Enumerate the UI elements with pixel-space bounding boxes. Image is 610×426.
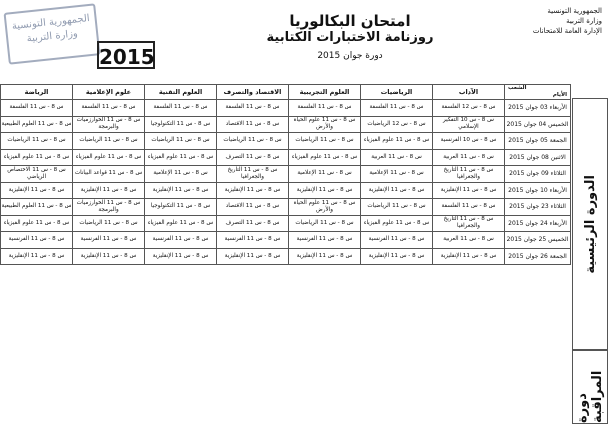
exam-cell: س 8 - س 11 علوم الفيزياء: [1, 149, 73, 166]
exam-cell: س 8 - س 11 الرياضيات: [361, 199, 433, 216]
exam-cell: س 8 - س 11 الفرنسية: [1, 232, 73, 249]
exam-cell: س 8 - س 11 الفرنسية: [217, 232, 289, 249]
exam-cell: س 8 - س 11 التاريخ والجغرافيا: [217, 166, 289, 183]
day-cell: الأربعاء 10 جوان 2015: [505, 182, 571, 199]
main-session-text: الدورة الرئيسية: [582, 174, 598, 274]
exam-cell: س 8 - س 11 الإنقليزية: [433, 248, 505, 265]
exam-cell: س 8 - س 11 الإنقليزية: [289, 248, 361, 265]
ministry-stamp: [4, 3, 101, 64]
column-header: الرياضيات: [361, 85, 433, 100]
table-row: [1, 166, 571, 183]
exam-cell: س 8 - س 11 الرياضيات: [145, 133, 217, 150]
page-subtitle: روزنامة الاختبارات الكتابية: [266, 30, 434, 45]
corner-days-label: الأيام: [552, 92, 567, 98]
column-header: الرياضة: [1, 85, 73, 100]
exam-cell: س 8 - س 11 علوم الفيزياء: [73, 149, 145, 166]
table-row: [1, 215, 571, 232]
exam-cell: س 8 - س 11 الفلسفة: [361, 100, 433, 117]
exam-cell: س 8 - س 11 الإعلامية: [145, 166, 217, 183]
day-cell: الخميس 25 جوان 2015: [505, 232, 571, 249]
exam-cell: س 8 - س 11 الإنقليزية: [1, 248, 73, 265]
session-label: دورة جوان 2015: [317, 51, 383, 61]
exam-cell: س 8 - س 11 الإنقليزية: [217, 248, 289, 265]
exam-cell: س 8 - س 11 الفلسفة: [145, 100, 217, 117]
exam-cell: س 8 - س 11 العربية: [433, 232, 505, 249]
table-row: [1, 133, 571, 150]
exam-cell: س 8 - س 11 قواعد البيانات: [73, 166, 145, 183]
day-cell: الجمعة 05 جوان 2015: [505, 133, 571, 150]
table-row: [1, 182, 571, 199]
exam-cell: س 8 - س 11 الفرنسية: [73, 232, 145, 249]
column-header: علوم الإعلامية: [73, 85, 145, 100]
main-session-label: [572, 98, 608, 350]
table-row: [1, 199, 571, 216]
exam-cell: س 8 - س 11 علوم الفيزياء: [289, 149, 361, 166]
corner-sections-label: الشعب: [508, 85, 527, 91]
exam-cell: س 8 - س 11 علوم الفيزياء: [1, 215, 73, 232]
exam-cell: س 8 - س 11 التصرف: [217, 215, 289, 232]
exam-cell: س 8 - س 11 الخوارزميات والبرمجة: [73, 199, 145, 216]
exam-cell: س 8 - س 11 التاريخ والجغرافيا: [433, 166, 505, 183]
ministry-header: [486, 6, 602, 36]
exam-cell: س 8 - س 11 الإنقليزية: [289, 182, 361, 199]
ministry-line-1: الجمهورية التونسية: [547, 7, 602, 15]
table-header-row: [1, 85, 571, 100]
exam-cell: س 8 - س 11 التكنولوجيا: [145, 116, 217, 133]
exam-cell: س 8 - س 11 الفلسفة: [73, 100, 145, 117]
exam-cell: س 8 - س 11 الرياضيات: [289, 133, 361, 150]
exam-cell: س 8 - س 11 الرياضيات: [73, 133, 145, 150]
exam-cell: س 8 - س 11 الإنقليزية: [145, 182, 217, 199]
stamp-line-2: وزارة التربية: [26, 28, 79, 45]
ministry-line-2: وزارة التربية: [566, 17, 602, 25]
year-badge: 2015: [97, 41, 155, 69]
exam-cell: س 8 - س 10 الفرنسية: [433, 133, 505, 150]
exam-cell: س 8 - س 11 الفلسفة: [433, 199, 505, 216]
exam-schedule-table: [0, 84, 571, 265]
exam-cell: س 8 - س 11 العربية: [433, 149, 505, 166]
control-session-text: دورة المراقبة: [575, 370, 605, 423]
exam-cell: س 8 - س 11 الرياضيات: [217, 133, 289, 150]
exam-cell: س 8 - س 11 الفلسفة: [289, 100, 361, 117]
table-row: [1, 248, 571, 265]
exam-cell: س 8 - س 11 الفرنسية: [145, 232, 217, 249]
exam-cell: س 8 - س 11 علوم الفيزياء: [145, 215, 217, 232]
ministry-line-3: الإدارة العامة للامتحانات: [532, 27, 602, 35]
day-cell: الأربعاء 24 جوان 2015: [505, 215, 571, 232]
exam-cell: س 8 - س 11 الإنقليزية: [145, 248, 217, 265]
table-row: [1, 232, 571, 249]
exam-cell: س 8 - س 11 الاقتصاد: [217, 199, 289, 216]
day-cell: الاثنين 08 جوان 2015: [505, 149, 571, 166]
exam-cell: س 8 - س 10 التفكير الإسلامي: [433, 116, 505, 133]
exam-cell: س 8 - س 11 الإعلامية: [289, 166, 361, 183]
day-cell: الجمعة 26 جوان 2015: [505, 248, 571, 265]
exam-cell: س 8 - س 11 علوم الحياة والأرض: [289, 199, 361, 216]
exam-cell: س 8 - س 11 الإنقليزية: [1, 182, 73, 199]
exam-cell: س 8 - س 11 علوم الفيزياء: [361, 133, 433, 150]
table-row: [1, 100, 571, 117]
table-row: [1, 116, 571, 133]
column-header: الاقتصاد والتصرف: [217, 85, 289, 100]
exam-cell: س 8 - س 11 الفلسفة: [217, 100, 289, 117]
exam-cell: س 8 - س 11 التاريخ والجغرافيا: [433, 215, 505, 232]
control-session-label: [572, 350, 608, 424]
exam-cell: س 8 - س 11 الاختصاص الرياضي: [1, 166, 73, 183]
exam-cell: س 8 - س 11 الإعلامية: [361, 166, 433, 183]
exam-cell: س 8 - س 11 الرياضيات: [1, 133, 73, 150]
exam-cell: س 8 - س 12 الفلسفة: [433, 100, 505, 117]
exam-cell: س 8 - س 11 علوم الفيزياء: [361, 215, 433, 232]
exam-cell: س 8 - س 11 الإنقليزية: [433, 182, 505, 199]
table-row: [1, 149, 571, 166]
exam-cell: س 8 - س 11 علوم الحياة والأرض: [289, 116, 361, 133]
exam-cell: س 8 - س 11 الإنقليزية: [217, 182, 289, 199]
stamp-line-1: الجمهورية التونسية: [11, 13, 91, 33]
exam-cell: س 8 - س 11 العلوم الطبيعية: [1, 116, 73, 133]
column-header: الآداب: [433, 85, 505, 100]
exam-cell: س 8 - س 11 الفرنسية: [361, 232, 433, 249]
day-cell: الثلاثاء 23 جوان 2015: [505, 199, 571, 216]
day-cell: الأربعاء 03 جوان 2015: [505, 100, 571, 117]
exam-cell: س 8 - س 11 الإنقليزية: [73, 248, 145, 265]
exam-cell: س 8 - س 11 الإنقليزية: [361, 248, 433, 265]
exam-cell: س 8 - س 11 علوم الفيزياء: [145, 149, 217, 166]
exam-cell: س 8 - س 11 الفرنسية: [289, 232, 361, 249]
exam-cell: س 8 - س 11 الاقتصاد: [217, 116, 289, 133]
day-cell: الخميس 04 جوان 2015: [505, 116, 571, 133]
exam-cell: س 8 - س 11 الإنقليزية: [73, 182, 145, 199]
exam-cell: س 8 - س 11 الرياضيات: [73, 215, 145, 232]
day-cell: الثلاثاء 09 جوان 2015: [505, 166, 571, 183]
exam-cell: س 8 - س 11 الفلسفة: [1, 100, 73, 117]
exam-cell: س 8 - س 11 العلوم الطبيعية: [1, 199, 73, 216]
page-title: امتحان البكالوريا: [289, 12, 411, 30]
exam-cell: س 8 - س 11 التكنولوجيا: [145, 199, 217, 216]
column-header: العلوم التقنية: [145, 85, 217, 100]
exam-cell: س 8 - س 11 الرياضيات: [289, 215, 361, 232]
exam-cell: س 8 - س 11 العربية: [361, 149, 433, 166]
exam-cell: س 8 - س 11 الخوارزميات والبرمجة: [73, 116, 145, 133]
exam-cell: س 8 - س 11 الإنقليزية: [361, 182, 433, 199]
exam-cell: س 8 - س 11 التصرف: [217, 149, 289, 166]
column-header: العلوم التجريبية: [289, 85, 361, 100]
header-corner: [505, 85, 571, 100]
exam-cell: س 8 - س 12 الرياضيات: [361, 116, 433, 133]
